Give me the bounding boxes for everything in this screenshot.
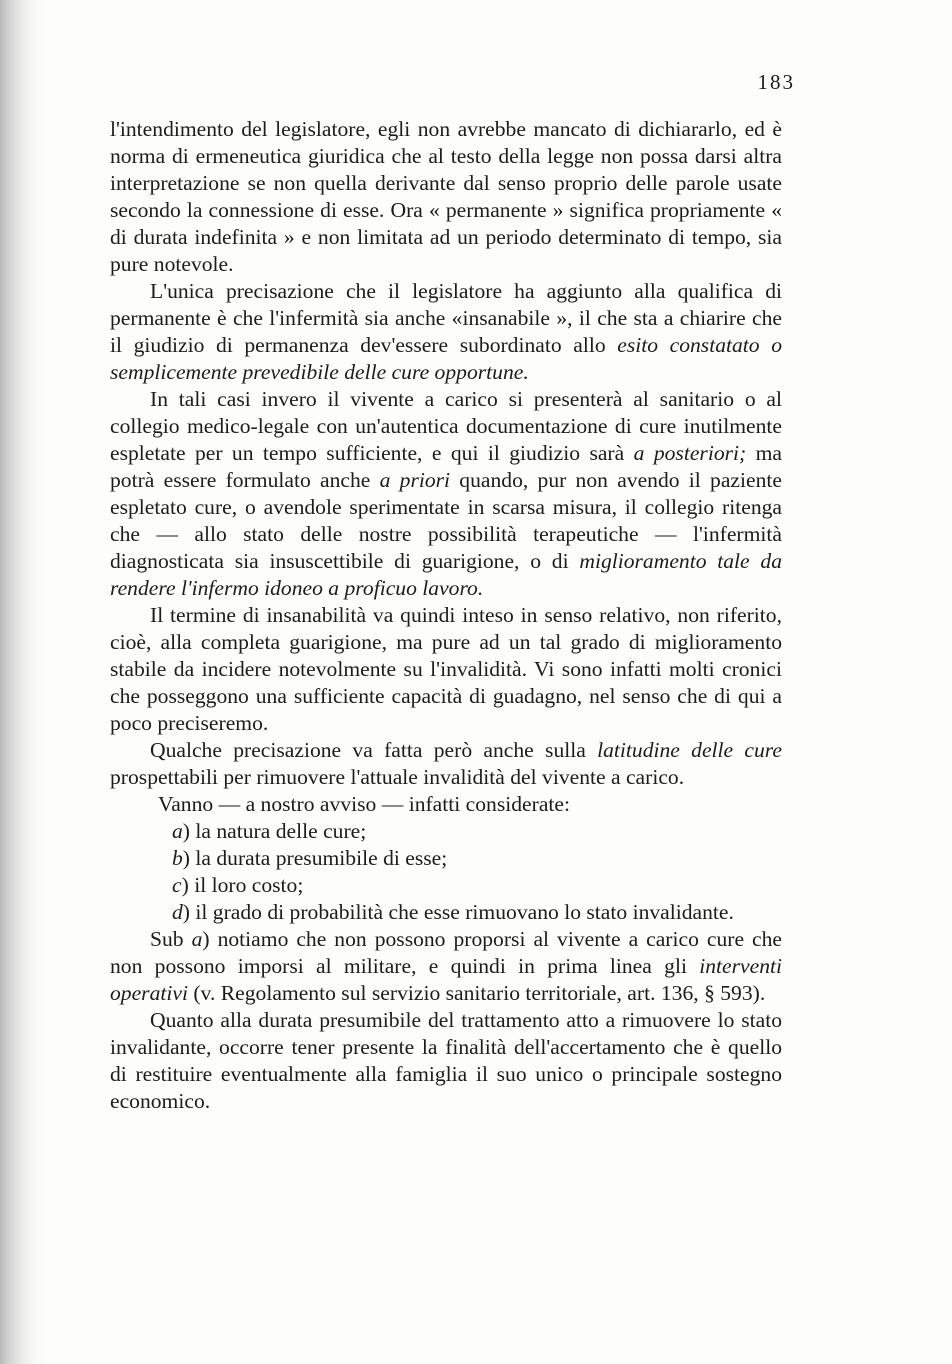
paragraph-8: Quanto alla durata presumibile del trattamento atto a rimuovere lo stato invalidante, occorre tener presente la finalità dell'accertamento che è quello di restituire eventualmente alla famiglia il suo unico o principale sostegno economico. (110, 1008, 782, 1113)
list-item-a-text: la natura delle cure; (190, 819, 367, 843)
paragraph-7-italic: interventi operativi (110, 954, 782, 1005)
paragraph-5-text-b: prospettabili per rimuovere l'attuale invalidità del vivente a carico. (110, 765, 685, 789)
list-item-b-letter: b (172, 846, 183, 870)
paragraph-7 (110, 926, 782, 1007)
paragraph-7-letter: a (191, 927, 203, 951)
binding-shadow (0, 0, 46, 1364)
paragraph-5 (110, 737, 782, 791)
paragraph-7-text-c: (v. Regolamento sul servizio sanitario territoriale, art. 136, § 593). (187, 981, 766, 1005)
paragraph-3 (110, 386, 782, 602)
list-item-b-text: la durata presumibile di esse; (190, 846, 448, 870)
paragraph-6: Vanno — a nostro avviso — infatti considerate: (158, 792, 570, 816)
paragraph-3-text-a: In tali casi invero il vivente a carico si presenterà al sanitario o al collegio medico-legale con un'autentica documentazione di cure inutilmente espletate per un tempo sufficiente, e qui il giudizio sarà (110, 387, 782, 465)
paragraph-2-italic: esito constatato o semplicemente prevedibile delle cure opportune. (110, 333, 782, 384)
paragraph-2 (110, 278, 782, 386)
list-item-d-letter: d (172, 900, 183, 924)
paragraph-3-italic-miglioramento: miglioramento tale da rendere l'infermo idoneo a proficuo lavoro. (110, 549, 783, 600)
paragraph-2-text: L'unica precisazione che il legislatore ha aggiunto alla qualifica di permanente è che l'infermità sia anche «insanabile », il che sta a chiarire che il giudizio di permanenza dev'essere subordinato allo (110, 279, 782, 357)
body-text (110, 116, 782, 1115)
paragraph-3-text-b: ma potrà essere formulato anche (110, 441, 783, 492)
page-number: 183 (757, 70, 795, 94)
paragraph-1: l'intendimento del legislatore, egli non avrebbe mancato di dichiararlo, ed è norma di ermeneutica giuridica che al testo della legge non possa darsi altra interpretazione se non quella derivante dal senso proprio delle parole usate secondo la connessione di esse. Ora « permanente » significa propriamente « di durata indefinita » e non limitata ad un periodo determinato di tempo, sia pure notevole. (110, 117, 782, 276)
list-item-a-letter: a (172, 819, 183, 843)
list-item-a: a) la natura delle cure; (172, 819, 367, 843)
paragraph-7-text-b: ) notiamo che non possono proporsi al vivente a carico cure che non possono imporsi al militare, e quindi in prima linea gli (110, 927, 782, 978)
paragraph-4: Il termine di insanabilità va quindi inteso in senso relativo, non riferito, cioè, alla completa guarigione, ma pure ad un tal grado di miglioramento stabile da incidere notevolmente su l'invalidità. Vi sono infatti molti cronici che posseggono una sufficiente capacità di guadagno, nel senso che di qui a poco preciseremo. (110, 603, 782, 735)
paragraph-5-text-a: Qualche precisazione va fatta però anche sulla (150, 738, 598, 762)
paragraph-5-italic: latitudine delle cure (597, 738, 782, 762)
paragraph-3-italic-priori: a priori (379, 468, 451, 492)
list-item-d: d) il grado di probabilità che esse rimuovano lo stato invalidante. (172, 900, 734, 924)
list-item-c: c) il loro costo; (172, 873, 304, 897)
paragraph-7-text-a: Sub (150, 927, 192, 951)
paragraph-3-italic-posteriori: a posteriori; (633, 441, 747, 465)
list-item-b: b) la durata presumibile di esse; (172, 846, 448, 870)
list-item-c-letter: c (172, 873, 182, 897)
list-item-d-text: il grado di probabilità che esse rimuovano lo stato invalidante. (190, 900, 734, 924)
list-item-c-text: il loro costo; (188, 873, 304, 897)
paragraph-3-text-c: quando, pur non avendo il paziente espletato cure, o avendole sperimentate in scarsa misura, il collegio ritenga che — allo stato delle nostre possibilità terapeutiche — l'infermità diagnosticata sia insuscettibile di guarigione, o di (110, 468, 782, 573)
